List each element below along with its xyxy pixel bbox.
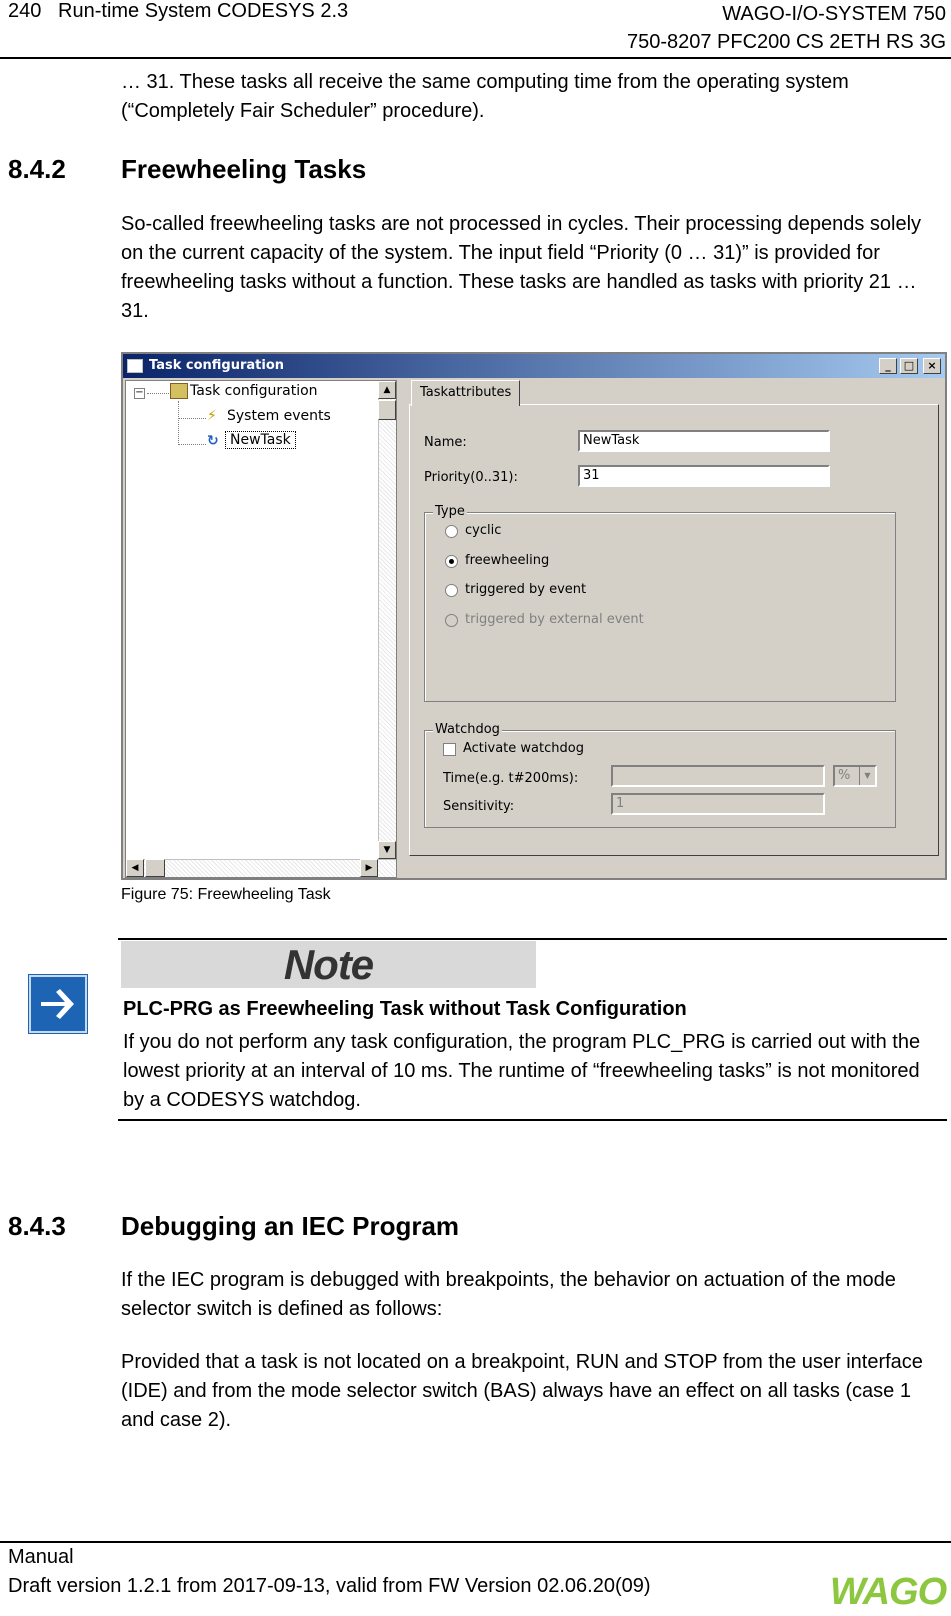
intro-paragraph: … 31. These tasks all receive the same computing time from the operating system (“Completely Fair Scheduler” procedure). xyxy=(121,71,849,122)
radio-freewheeling-label: freewheeling xyxy=(465,553,550,568)
task-tree xyxy=(125,380,397,878)
section-title-843: Debugging an IEC Program xyxy=(121,1211,460,1241)
radio-cyclic[interactable] xyxy=(445,525,458,538)
taskattributes-panel xyxy=(409,404,939,856)
tree-item-newtask[interactable]: NewTask xyxy=(225,431,296,449)
radio-cyclic-label: cyclic xyxy=(465,523,502,538)
arrow-right-icon xyxy=(29,975,87,1033)
unit-value: % xyxy=(838,768,851,783)
minimize-button[interactable]: _ xyxy=(879,358,897,374)
type-group xyxy=(424,504,896,702)
priority-label: Priority(0..31): xyxy=(424,470,518,485)
note-body: If you do not perform any task configuration, the program PLC_PRG is carried out with the lowest priority at an interval of 10 ms. The runtime of “freewheeling tasks” is not monitored by a CODESYS watchdog. xyxy=(123,1031,921,1111)
svg-text:WAGO: WAGO xyxy=(829,1571,947,1612)
radio-freewheeling[interactable] xyxy=(445,555,458,568)
window-title-bar xyxy=(123,354,945,378)
radio-triggered-by-event-label: triggered by event xyxy=(465,582,587,597)
scroll-thumb[interactable] xyxy=(378,400,396,420)
name-label: Name: xyxy=(424,435,467,450)
header-section: Run-time System CODESYS 2.3 xyxy=(58,0,349,22)
radio-triggered-by-external-event xyxy=(445,614,458,627)
chevron-down-icon: ▼ xyxy=(859,767,875,785)
tree-vertical-scrollbar[interactable] xyxy=(378,381,396,859)
type-group-title: Type xyxy=(435,504,465,519)
scroll-down-icon[interactable]: ▼ xyxy=(378,841,396,859)
footer-draft-version: Draft version 1.2.1 from 2017-09-13, valid from FW Version 02.06.20(09) xyxy=(8,1575,651,1597)
section-title-842: Freewheeling Tasks xyxy=(121,154,367,184)
sensitivity-input: 1 xyxy=(611,793,825,815)
name-input[interactable]: NewTask xyxy=(578,430,830,452)
watchdog-group-title: Watchdog xyxy=(435,722,500,737)
footer-rule xyxy=(0,1541,951,1543)
section-body-843-2: Provided that a task is not located on a breakpoint, RUN and STOP from the user interface (IDE) and from the mode selector switch (BAS) always have an effect on all tasks (case 1 and case 2). xyxy=(121,1351,923,1431)
section-body-843-1: If the IEC program is debugged with breakpoints, the behavior on actuation of the mode selector switch is defined as follows: xyxy=(121,1269,896,1320)
note-top-rule xyxy=(118,938,947,940)
window-app-icon xyxy=(127,359,143,373)
page-number: 240 xyxy=(8,0,42,22)
radio-triggered-by-external-event-label: triggered by external event xyxy=(465,612,644,627)
window-title: Task configuration xyxy=(149,358,285,373)
task-configuration-window xyxy=(121,352,947,880)
tree-collapse-icon[interactable]: − xyxy=(135,387,144,398)
tab-taskattributes[interactable]: Taskattributes xyxy=(411,380,520,406)
figure-caption: Figure 75: Freewheeling Task xyxy=(121,886,331,903)
time-input xyxy=(611,765,825,787)
page-header-left xyxy=(8,0,348,23)
lightning-icon: ⚡ xyxy=(207,408,217,424)
scroll-up-icon[interactable]: ▲ xyxy=(378,381,396,399)
sensitivity-label: Sensitivity: xyxy=(443,799,515,814)
activate-watchdog-checkbox[interactable] xyxy=(443,743,456,756)
wago-logo xyxy=(829,1570,947,1612)
maximize-button[interactable]: □ xyxy=(900,358,918,374)
activate-watchdog-label: Activate watchdog xyxy=(463,741,584,756)
note-banner: Note xyxy=(121,941,536,988)
section-body-842: So-called freewheeling tasks are not processed in cycles. Their processing depends solely on the current capacity of the system. The input field “Priority (0 … 31)” is provided for freewheeling tasks without a function. These tasks are handled as tasks with priority 21 … 31. xyxy=(121,213,922,322)
tree-item-task-configuration[interactable]: Task configuration xyxy=(190,383,318,399)
priority-input[interactable]: 31 xyxy=(578,465,830,487)
watchdog-group xyxy=(424,722,896,828)
section-number-843: 8.4.3 xyxy=(8,1211,66,1241)
page-header-right xyxy=(627,0,946,56)
refresh-task-icon: ↻ xyxy=(207,433,219,449)
note-title: PLC-PRG as Freewheeling Task without Task Configuration xyxy=(123,998,687,1020)
scroll-right-icon[interactable]: ▶ xyxy=(360,859,378,877)
tree-horizontal-scrollbar[interactable] xyxy=(126,859,396,877)
note-bottom-rule xyxy=(118,1119,947,1121)
footer-manual: Manual xyxy=(8,1546,74,1568)
unit-dropdown xyxy=(833,765,877,787)
radio-triggered-by-event[interactable] xyxy=(445,584,458,597)
close-button[interactable]: × xyxy=(923,358,941,374)
header-product-line: WAGO-I/O-SYSTEM 750 xyxy=(722,3,946,25)
header-product-model: 750-8207 PFC200 CS 2ETH RS 3G xyxy=(626,31,946,53)
tree-item-system-events[interactable]: System events xyxy=(227,408,331,424)
task-config-icon xyxy=(170,383,188,399)
scroll-left-icon[interactable]: ◀ xyxy=(126,859,144,877)
header-rule xyxy=(0,57,951,59)
time-label: Time(e.g. t#200ms): xyxy=(443,771,579,786)
hscroll-thumb[interactable] xyxy=(145,859,165,877)
section-number-842: 8.4.2 xyxy=(8,154,66,184)
